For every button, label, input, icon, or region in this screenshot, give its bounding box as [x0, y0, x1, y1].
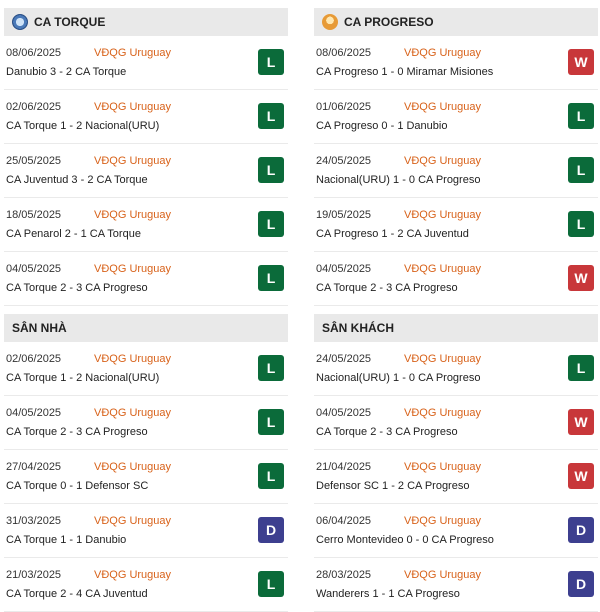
result-badge: D: [258, 517, 284, 543]
league-link[interactable]: VĐQG Uruguay: [94, 263, 172, 275]
league-link[interactable]: VĐQG Uruguay: [404, 209, 482, 221]
result-badge: L: [258, 355, 284, 381]
match-date: 31/03/2025: [6, 515, 62, 527]
league-link[interactable]: VĐQG Uruguay: [404, 101, 482, 113]
result-badge: W: [568, 463, 594, 489]
match-row[interactable]: [314, 252, 598, 306]
team-title: CA PROGRESO: [344, 15, 434, 29]
match-row[interactable]: [314, 558, 598, 612]
match-date: 01/06/2025: [316, 101, 372, 113]
match-score: Defensor SC 1 - 2 CA Progreso: [316, 480, 470, 492]
result-badge: L: [568, 211, 594, 237]
league-link[interactable]: VĐQG Uruguay: [94, 515, 172, 527]
league-link[interactable]: VĐQG Uruguay: [404, 155, 482, 167]
league-link[interactable]: VĐQG Uruguay: [404, 407, 482, 419]
match-score: Cerro Montevideo 0 - 0 CA Progreso: [316, 534, 494, 546]
league-link[interactable]: VĐQG Uruguay: [94, 155, 172, 167]
away-header: [314, 314, 598, 342]
match-row[interactable]: [4, 342, 288, 396]
league-link[interactable]: VĐQG Uruguay: [94, 569, 172, 581]
result-badge: L: [258, 211, 284, 237]
match-row[interactable]: [4, 558, 288, 612]
match-score: CA Torque 2 - 3 CA Progreso: [6, 426, 148, 438]
match-score: CA Torque 2 - 3 CA Progreso: [316, 426, 458, 438]
torque-header: [4, 8, 288, 36]
match-score: Wanderers 1 - 1 CA Progreso: [316, 588, 460, 600]
match-score: CA Torque 0 - 1 Defensor SC: [6, 480, 149, 492]
match-date: 06/04/2025: [316, 515, 372, 527]
result-badge: D: [568, 571, 594, 597]
match-row[interactable]: [314, 144, 598, 198]
match-row[interactable]: [314, 36, 598, 90]
match-score: CA Torque 1 - 1 Danubio: [6, 534, 127, 546]
match-date: 08/06/2025: [6, 47, 62, 59]
match-date: 24/05/2025: [316, 155, 372, 167]
match-score: CA Torque 2 - 3 CA Progreso: [6, 282, 148, 294]
match-row[interactable]: [314, 396, 598, 450]
result-badge: W: [568, 265, 594, 291]
match-row[interactable]: [314, 450, 598, 504]
match-date: 08/06/2025: [316, 47, 372, 59]
league-link[interactable]: VĐQG Uruguay: [94, 461, 172, 473]
match-score: Danubio 3 - 2 CA Torque: [6, 66, 127, 78]
match-date: 21/03/2025: [6, 569, 62, 581]
result-badge: L: [258, 463, 284, 489]
match-date: 04/05/2025: [316, 263, 372, 275]
match-date: 27/04/2025: [6, 461, 62, 473]
match-score: CA Juventud 3 - 2 CA Torque: [6, 174, 148, 186]
league-link[interactable]: VĐQG Uruguay: [94, 407, 172, 419]
match-row[interactable]: [4, 144, 288, 198]
section-title: SÂN NHÀ: [12, 321, 67, 335]
team-title: CA TORQUE: [34, 15, 106, 29]
match-score: CA Torque 1 - 2 Nacional(URU): [6, 120, 160, 132]
progreso-header: [314, 8, 598, 36]
ca-progreso-logo-icon: [322, 14, 338, 30]
match-date: 21/04/2025: [316, 461, 372, 473]
match-score: CA Progreso 0 - 1 Danubio: [316, 120, 448, 132]
match-score: Nacional(URU) 1 - 0 CA Progreso: [316, 174, 481, 186]
section-title: SÂN KHÁCH: [322, 321, 394, 335]
match-row[interactable]: [314, 504, 598, 558]
match-score: CA Progreso 1 - 0 Miramar Misiones: [316, 66, 494, 78]
match-date: 19/05/2025: [316, 209, 372, 221]
match-row[interactable]: [4, 504, 288, 558]
match-date: 18/05/2025: [6, 209, 62, 221]
result-badge: L: [258, 49, 284, 75]
league-link[interactable]: VĐQG Uruguay: [404, 353, 482, 365]
match-date: 04/05/2025: [6, 263, 62, 275]
match-date: 04/05/2025: [6, 407, 62, 419]
match-row[interactable]: [314, 342, 598, 396]
match-row[interactable]: [4, 252, 288, 306]
league-link[interactable]: VĐQG Uruguay: [404, 461, 482, 473]
result-badge: L: [258, 571, 284, 597]
match-date: 02/06/2025: [6, 353, 62, 365]
league-link[interactable]: VĐQG Uruguay: [94, 209, 172, 221]
match-score: CA Torque 2 - 3 CA Progreso: [316, 282, 458, 294]
match-score: CA Penarol 2 - 1 CA Torque: [6, 228, 141, 240]
result-badge: D: [568, 517, 594, 543]
result-badge: L: [258, 409, 284, 435]
league-link[interactable]: VĐQG Uruguay: [94, 353, 172, 365]
match-row[interactable]: [314, 198, 598, 252]
match-score: CA Progreso 1 - 2 CA Juventud: [316, 228, 469, 240]
ca-torque-logo-icon: [12, 14, 28, 30]
match-score: Nacional(URU) 1 - 0 CA Progreso: [316, 372, 481, 384]
result-badge: L: [568, 103, 594, 129]
result-badge: L: [568, 157, 594, 183]
match-row[interactable]: [4, 198, 288, 252]
match-date: 02/06/2025: [6, 101, 62, 113]
match-row[interactable]: [4, 36, 288, 90]
match-row[interactable]: [314, 90, 598, 144]
league-link[interactable]: VĐQG Uruguay: [404, 263, 482, 275]
league-link[interactable]: VĐQG Uruguay: [404, 47, 482, 59]
match-date: 04/05/2025: [316, 407, 372, 419]
result-badge: L: [258, 265, 284, 291]
match-date: 28/03/2025: [316, 569, 372, 581]
result-badge: L: [568, 355, 594, 381]
match-row[interactable]: [4, 450, 288, 504]
match-score: CA Torque 2 - 4 CA Juventud: [6, 588, 148, 600]
league-link[interactable]: VĐQG Uruguay: [94, 47, 172, 59]
result-badge: W: [568, 409, 594, 435]
match-date: 24/05/2025: [316, 353, 372, 365]
result-badge: W: [568, 49, 594, 75]
league-link[interactable]: VĐQG Uruguay: [404, 515, 482, 527]
progreso-column: [314, 0, 598, 612]
match-score: CA Torque 1 - 2 Nacional(URU): [6, 372, 160, 384]
result-badge: L: [258, 157, 284, 183]
league-link[interactable]: VĐQG Uruguay: [94, 101, 172, 113]
match-row[interactable]: [4, 90, 288, 144]
home-header: [4, 314, 288, 342]
league-link[interactable]: VĐQG Uruguay: [404, 569, 482, 581]
torque-column: [4, 0, 288, 612]
match-row[interactable]: [4, 396, 288, 450]
match-date: 25/05/2025: [6, 155, 62, 167]
result-badge: L: [258, 103, 284, 129]
